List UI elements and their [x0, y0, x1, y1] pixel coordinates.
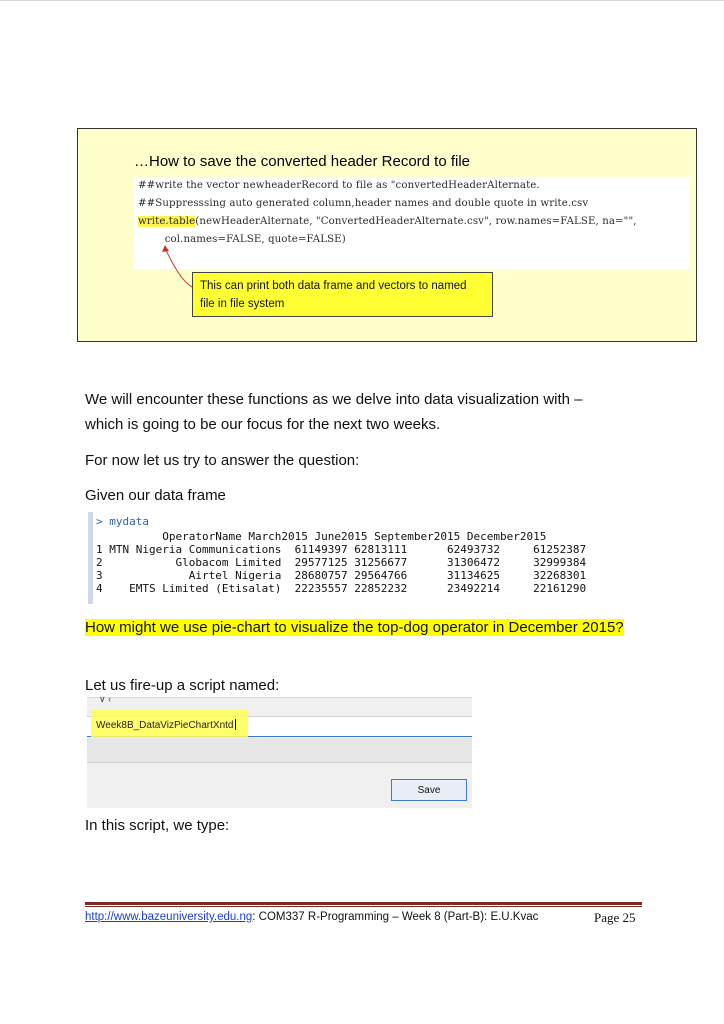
- footer-rule-thin: [85, 906, 642, 907]
- paragraph: Given our data frame: [85, 487, 226, 504]
- page-top-border: [0, 0, 724, 1]
- code-line: [138, 216, 637, 227]
- highlighted-question: How might we use pie-chart to visualize the top-dog operator in December 2015?: [85, 619, 624, 636]
- console-prompt: > mydata: [96, 515, 149, 528]
- paragraph: which is going to be our focus for the next two weeks.: [85, 416, 441, 433]
- paragraph: We will encounter these functions as we delve into data visualization with –: [85, 391, 583, 408]
- code-line: ##Suppresssing auto generated column,header names and double quote in write.csv: [138, 198, 589, 209]
- save-script-dialog: [87, 694, 472, 808]
- text-cursor: [235, 719, 236, 730]
- r-console-output: [88, 512, 633, 604]
- paragraph: Let us fire-up a script named:: [85, 677, 280, 694]
- footer-course: : COM337 R-Programming – Week 8 (Part-B): E.U.Kvac: [252, 911, 539, 923]
- code-line: col.names=FALSE, quote=FALSE): [138, 234, 346, 245]
- code-callout-box: [77, 128, 697, 342]
- code-line: ##write the vector newheaderRecord to file as "convertedHeaderAlternate.: [138, 180, 540, 191]
- dialog-separator: [87, 738, 472, 763]
- console-row: 2 Globacom Limited 29577125 31256677 31306472 32999384: [96, 556, 587, 569]
- code-line-rest: (newHeaderAlternate, "ConvertedHeaderAlternate.csv", row.names=FALSE, na="",: [195, 216, 637, 227]
- console-header: OperatorName March2015 June2015 September2015 December2015: [96, 530, 547, 543]
- console-row: 1 MTN Nigeria Communications 61149397 62813111 62493732 61252387: [96, 543, 587, 556]
- console-row: 3 Airtel Nigeria 28680757 29564766 31134625 32268301: [96, 569, 587, 582]
- footer-link[interactable]: http://www.bazeuniversity.edu.ng: [85, 911, 253, 923]
- paragraph: In this script, we type:: [85, 817, 230, 834]
- highlighted-function: write.table: [138, 216, 196, 227]
- note-line: This can print both data frame and vectors to named: [200, 280, 467, 292]
- annotation-note: [192, 272, 493, 317]
- note-line: file in file system: [200, 298, 285, 310]
- save-button[interactable]: Save: [391, 779, 467, 801]
- filename-text[interactable]: [96, 719, 236, 731]
- filename-value: Week8B_DataVizPieChartXntd: [96, 720, 234, 731]
- nav-arrows-icon[interactable]: ∨ ‹: [99, 694, 112, 704]
- paragraph: For now let us try to answer the question:: [85, 452, 360, 469]
- footer-rule: [85, 902, 642, 905]
- console-row: 4 EMTS Limited (Etisalat) 22235557 22852232 23492214 22161290: [96, 582, 587, 595]
- console-gutter: [88, 512, 93, 604]
- code-snippet: [134, 177, 690, 269]
- page-number: Page 25: [594, 910, 636, 925]
- footer-text: [85, 911, 538, 923]
- callout-title: …How to save the converted header Record to file: [134, 153, 471, 170]
